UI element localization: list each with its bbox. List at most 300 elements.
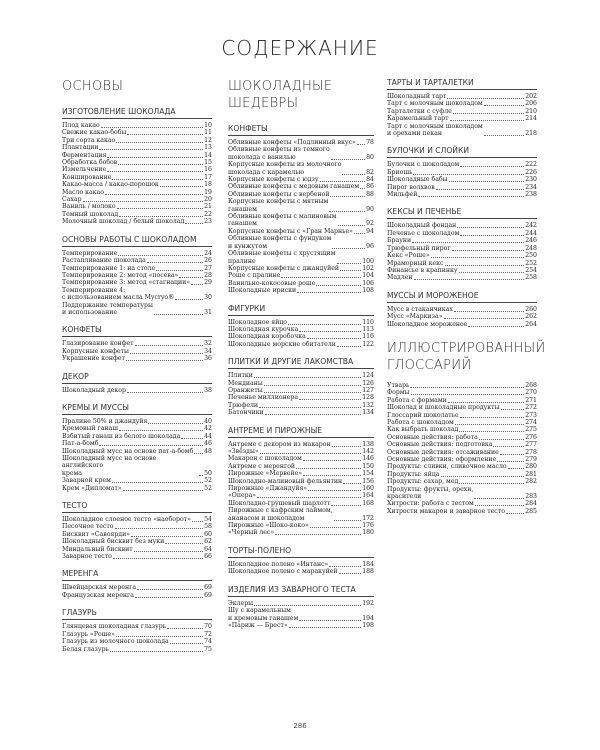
dot-leader [299, 331, 361, 332]
entry-page: 52 [204, 484, 212, 492]
dot-leader [460, 417, 524, 418]
entry-page: 132 [362, 401, 374, 409]
entry-title: Песочное тесто [62, 523, 114, 531]
section-title: ТЕСТО [62, 501, 212, 513]
entry-title: Карамельный тарт [387, 115, 449, 123]
toc-entry [228, 191, 374, 198]
entry-page: 34 [204, 347, 212, 355]
entry-title: Шу с карамельным и кремовым ганашем [228, 607, 299, 622]
toc-entry [228, 265, 374, 272]
entry-page: 16 [204, 166, 212, 174]
entry-title: Пирожные «Мервейе» [228, 470, 303, 478]
entry-page: 194 [362, 614, 374, 622]
toc-entry [387, 237, 537, 244]
dot-leader [134, 551, 203, 552]
entry-title: Мендианы [228, 379, 263, 387]
entry-page: 13 [204, 144, 212, 152]
toc-entry [228, 372, 374, 379]
dot-leader [447, 98, 524, 99]
entry-page: 74 [204, 638, 212, 646]
toc-entry [62, 272, 212, 279]
entry-title: Обливные конфеты с хрустящим пралине [228, 250, 336, 265]
toc-section [228, 426, 374, 537]
entry-title: Кекс «Роше» [387, 252, 430, 260]
entry-page: 275 [525, 426, 537, 434]
entry-title: Хитрости: работа с тестом [387, 500, 474, 508]
toc-entry [62, 189, 212, 196]
toc-entry [62, 538, 212, 545]
toc-entry [62, 340, 212, 347]
entry-page: 277 [525, 441, 537, 449]
dot-leader [179, 277, 203, 278]
dot-leader [127, 392, 203, 393]
entry-title: Брауни [387, 237, 412, 245]
entry-title: Поддержание температуры и использование [62, 301, 153, 316]
toc-entry [62, 137, 212, 144]
toc-section [62, 403, 212, 492]
entry-title: Основные действия: отсаживание [387, 448, 499, 456]
entry-page: 142 [362, 448, 374, 455]
dot-leader [126, 360, 203, 361]
toc-entry [387, 463, 537, 470]
entry-page: 281 [525, 470, 537, 478]
dot-leader [167, 628, 203, 629]
toc-entry [387, 313, 537, 320]
dot-leader [444, 318, 525, 319]
toc-entry [228, 529, 374, 536]
entry-page: 96 [366, 242, 374, 250]
toc-entry [387, 382, 537, 389]
entry-page: 86 [366, 183, 374, 191]
entry-page: 127 [362, 386, 374, 394]
toc-entry [387, 252, 537, 259]
entry-page: 24 [204, 249, 212, 257]
entry-page: 283 [525, 493, 537, 501]
dot-leader [130, 353, 203, 354]
entry-title: Глянцевая шоколадная глазурь [62, 623, 167, 631]
entry-title: Сахар [62, 196, 82, 204]
dot-leader [131, 536, 203, 537]
dot-leader [460, 166, 524, 167]
entry-title: Финансье в крапинку [387, 266, 458, 274]
toc-entry [387, 486, 537, 501]
dot-leader [281, 277, 361, 278]
section-title: ДЕКОР [62, 372, 212, 384]
dot-leader [310, 527, 361, 528]
dot-leader [165, 543, 203, 544]
toc-entry [228, 213, 374, 228]
section-title: ИЗГОТОВЛЕНИЕ ШОКОЛАДА [62, 107, 212, 119]
section-title: ПЛИТКИ И ДРУГИЕ ЛАКОМСТВА [228, 357, 374, 369]
toc-entry [228, 272, 374, 279]
toc-section [62, 501, 212, 560]
toc-entry [62, 631, 212, 638]
entry-title: Хитрости макарон и заварное тесто [387, 507, 505, 515]
toc-column-masterpieces [228, 78, 374, 638]
dot-leader [123, 490, 204, 491]
entry-page: 69 [204, 591, 212, 599]
entry-page: 22 [204, 210, 212, 218]
entry-page: 27 [204, 264, 212, 272]
toc-entry [228, 139, 374, 146]
entry-title: «Черный лес» [228, 529, 275, 537]
entry-page: 113 [362, 325, 374, 333]
entry-title: Шоколадно-малиновый фельянтин [228, 477, 343, 485]
entry-page: 52 [204, 477, 212, 485]
entry-title: Пирожные «Шоко-коко» [228, 522, 309, 530]
entry-page: 180 [362, 529, 374, 537]
entry-title: Корпусные конфеты из молочного шоколада с карамелью [228, 161, 342, 176]
entry-page: 60 [204, 530, 212, 538]
toc-section [62, 325, 212, 362]
toc-entry [228, 250, 374, 265]
dot-leader [185, 223, 203, 224]
entry-title: Белая глазурь [62, 645, 109, 653]
toc-entry [387, 449, 537, 456]
toc-entry [228, 448, 374, 455]
toc-entry [62, 287, 212, 302]
entry-page: 124 [362, 372, 374, 380]
toc-entry [228, 394, 374, 401]
toc-entry [62, 265, 212, 272]
dot-leader [289, 627, 362, 628]
dot-leader [288, 324, 361, 325]
dot-leader [107, 157, 203, 158]
entry-page: 210 [525, 107, 537, 115]
entry-title: Глазирование конфет [62, 340, 134, 348]
entry-title: Молочный шоколад / белый шоколад [62, 218, 185, 226]
entry-title: Бисквит «Савоярди» [62, 530, 131, 538]
entry-title: Обливные конфеты с малиновым ганашем [228, 213, 337, 228]
toc-entry [62, 433, 212, 440]
toc-entry [62, 250, 212, 257]
toc-entry [387, 306, 537, 313]
section-title: КЕКСЫ И ПЕЧЕНЬЕ [387, 207, 537, 219]
toc-entry [228, 600, 374, 607]
dot-leader [296, 468, 361, 469]
entry-page: 14 [204, 151, 212, 159]
entry-page: 206 [525, 100, 537, 108]
entry-page: 260 [525, 305, 537, 313]
entry-title: Корпусные конфеты с мятным ганашем [228, 198, 329, 213]
entry-title: Шоколадная коробочка [228, 333, 306, 341]
section-title: АНТРЕМЕ И ПИРОЖНЫЕ [228, 426, 374, 438]
entry-page: 36 [204, 355, 212, 363]
entry-title: Корпусные конфеты с джандуйей [228, 264, 340, 272]
dot-leader [459, 483, 524, 484]
toc-entry [62, 584, 212, 591]
toc-entry [62, 122, 212, 129]
entry-page: 285 [525, 507, 537, 515]
section-title: МУССЫ И МОРОЖЕНОЕ [387, 291, 537, 303]
glossary-title-line2: ГЛОССАРИЙ [387, 357, 472, 373]
toc-entry [62, 485, 212, 492]
dot-leader [191, 284, 203, 285]
entry-page: 244 [525, 229, 537, 237]
dot-leader [116, 636, 203, 637]
entry-title: Пирожные «Джандуйя» [228, 485, 308, 493]
entry-page: 108 [362, 287, 374, 295]
entry-title: Роше с пралине [228, 272, 281, 280]
entry-page: 238 [525, 191, 537, 199]
entry-page: 146 [362, 455, 374, 463]
entry-page: 19 [204, 188, 212, 196]
dot-leader [275, 534, 361, 535]
entry-page: 202 [525, 93, 537, 100]
entry-page: 250 [525, 252, 537, 260]
dot-leader [418, 196, 524, 197]
entry-title: Основные действия: работа [387, 433, 478, 441]
toc-entry [62, 211, 212, 218]
entry-title: Шоколадная курочка [228, 325, 299, 333]
entry-title: Обливные конфеты из темного шоколада с ванилью [228, 146, 330, 161]
toc-entry [62, 531, 212, 538]
toc-entry [62, 592, 212, 599]
entry-page: 160 [362, 485, 374, 493]
entry-page: 192 [362, 599, 374, 607]
entry-title: Работа с формами [387, 396, 447, 404]
toc-section [228, 546, 374, 576]
entry-title: Мусс в стаканчиках [387, 305, 453, 313]
dot-leader [199, 475, 203, 476]
entry-page: 106 [362, 279, 374, 287]
toc-entry [387, 245, 537, 252]
entry-page: 184 [362, 560, 374, 568]
entry-title: Темный шоколад [62, 210, 119, 218]
dot-leader [299, 620, 361, 621]
entry-title: Батончики [228, 409, 264, 417]
entry-page: 90 [366, 205, 374, 213]
dot-leader [118, 255, 203, 256]
entry-title: Печенье миллионера [228, 394, 299, 402]
entry-title: Масло какао [62, 188, 104, 196]
toc-entry [387, 434, 537, 441]
entry-page: 15 [204, 159, 212, 167]
entry-title: Оранжеты [228, 386, 263, 394]
entry-page: 88 [366, 190, 374, 198]
entry-title: Шоколадный декор [62, 386, 126, 394]
dot-leader [459, 272, 525, 273]
entry-page: 44 [204, 432, 212, 440]
entry-page: 54 [204, 516, 212, 524]
toc-entry [387, 471, 537, 478]
dot-leader [115, 528, 204, 529]
entry-page: 104 [362, 272, 374, 280]
toc-entry [62, 302, 212, 317]
toc-section [387, 146, 537, 198]
dot-leader [112, 482, 203, 483]
toc-entry [387, 404, 537, 411]
toc-entry [228, 470, 374, 477]
entry-title: Плитки [228, 372, 253, 380]
toc-entry [228, 319, 374, 326]
toc-entry [387, 441, 537, 448]
entry-page: 226 [525, 168, 537, 176]
entry-page: 138 [362, 440, 374, 448]
toc-entry [62, 203, 212, 210]
dot-leader [160, 186, 203, 187]
dot-leader [337, 346, 361, 347]
entry-page: 214 [525, 115, 537, 123]
toc-entry [228, 198, 374, 213]
toc-section [228, 357, 374, 416]
toc-entry [228, 387, 374, 394]
dot-leader [360, 188, 365, 189]
glossary-title-line1: ИЛЛЮСТРИРОВАННЫЙ [387, 340, 546, 356]
toc-entry [62, 455, 212, 477]
toc-entry [387, 169, 537, 176]
toc-entry [228, 507, 374, 522]
dot-leader [413, 174, 524, 175]
dot-leader [264, 392, 362, 393]
entry-page: 272 [525, 404, 537, 412]
dot-leader [156, 270, 203, 271]
entry-title: Плод какао [62, 122, 100, 129]
entry-title: Мраморный кекс [387, 259, 444, 267]
entry-page: 279 [525, 456, 537, 463]
toc-entry [62, 546, 212, 553]
toc-entry [62, 425, 212, 432]
dot-leader [448, 402, 524, 403]
toc-entry [387, 115, 537, 122]
toc-entry [62, 257, 212, 264]
entry-page: 32 [204, 340, 212, 348]
glossary [387, 340, 546, 515]
entry-title: Продукты: яйца [387, 470, 440, 478]
entry-title: Корпусные конфеты с «Гран Марнье» [228, 227, 353, 235]
entry-page: 273 [525, 411, 537, 419]
entry-title: Как выбрать шоколад [387, 426, 459, 434]
entry-page: 284 [525, 500, 537, 508]
dot-leader [343, 483, 361, 484]
toc-entry [387, 100, 537, 107]
toc-entry [228, 522, 374, 529]
entry-title: Плантации [62, 144, 99, 152]
toc-entry [62, 440, 212, 447]
dot-leader [101, 127, 203, 128]
chapter-title: ОСНОВЫ [62, 79, 124, 94]
toc-entry [62, 279, 212, 286]
entry-title: Шоколадные морские обитатели [228, 340, 336, 348]
dot-leader [329, 211, 365, 212]
entry-page: 134 [362, 409, 374, 417]
entry-page: 164 [362, 492, 374, 500]
entry-title: Шоколадный фондан [387, 222, 457, 230]
entry-title: Пирожные с кафрским лаймом, ананасом и шоколадом [228, 507, 333, 522]
entry-title: Обливные конфеты «Подлинный вкус» [228, 139, 356, 146]
entry-title: Печенье с шоколадом [387, 229, 460, 237]
entry-title: Мадлен [387, 274, 413, 282]
entry-title: Свежие какао-бобы [62, 129, 127, 137]
entry-page: 46 [204, 440, 212, 448]
entry-page: 62 [204, 538, 212, 546]
entry-page: 234 [525, 183, 537, 191]
toc-entry [387, 478, 537, 485]
entry-title: «Звёзды» [228, 448, 259, 455]
entry-page: 48 [204, 447, 212, 455]
entry-page: 94 [366, 227, 374, 235]
section-title: ТОРТЫ-ПОЛЕНО [228, 546, 374, 558]
toc-entry [62, 129, 212, 136]
entry-title: Шоколадные ириски [228, 287, 297, 295]
entry-title: Основные действия: оформление [387, 456, 497, 463]
toc-section [228, 585, 374, 630]
toc-entry [62, 174, 212, 181]
entry-title: Антреме с меренгой [228, 462, 296, 470]
dot-leader [455, 424, 524, 425]
entry-title: Темперирование 4: с использованием масла Mycryo® [62, 286, 175, 302]
entry-page: 80 [366, 153, 374, 161]
entry-title: Пирог волхвов [387, 183, 435, 191]
entry-page: 38 [204, 386, 212, 394]
toc-entry [387, 274, 537, 281]
toc-entry [62, 387, 212, 394]
entry-title: Работа с шоколадом [387, 418, 454, 426]
entry-page: 21 [204, 203, 212, 211]
dot-leader [450, 120, 525, 121]
entry-title: Утварь [387, 381, 410, 389]
dot-leader [254, 377, 361, 378]
toc-entry [62, 516, 212, 523]
glossary-entries [387, 382, 537, 515]
entry-page: 264 [525, 320, 537, 328]
dot-leader [508, 468, 525, 469]
section-title: БУЛОЧКИ И СЛОЙКИ [387, 146, 537, 158]
entry-page: 262 [525, 313, 537, 321]
dot-leader [354, 233, 365, 234]
toc-entry [62, 553, 212, 560]
toc-entry [387, 267, 537, 274]
entry-title: Ваниль / молоко [62, 203, 116, 211]
entry-title: Крем «Дипломат» [62, 484, 122, 492]
toc-entry [228, 492, 374, 499]
entry-title: Мусс «Маркиза» [387, 313, 443, 321]
toc-entry [387, 230, 537, 237]
dot-leader [331, 159, 365, 160]
dot-leader [297, 292, 361, 293]
dot-leader [460, 235, 524, 236]
dot-leader [449, 181, 525, 182]
dot-leader [264, 385, 361, 386]
entry-title: Основные действия: подготовка [387, 441, 493, 449]
dot-leader [339, 573, 362, 574]
dot-leader [127, 134, 203, 135]
entry-title: Шоколадный тарт [387, 93, 447, 100]
toc-entry [228, 280, 374, 287]
entry-page: 242 [525, 222, 537, 230]
entry-page: 12 [204, 136, 212, 144]
dot-leader [107, 171, 203, 172]
dot-leader [147, 262, 203, 263]
entry-page: 28 [204, 271, 212, 279]
entry-title: Обливные конфеты с вербеной [228, 190, 330, 198]
entry-page: 156 [362, 477, 374, 485]
toc-entry [228, 146, 374, 161]
toc-entry [228, 235, 374, 250]
entry-page: 126 [362, 379, 374, 387]
entry-title: Продукты: сливки, сливочное масло [387, 463, 507, 471]
section-title: ОСНОВЫ РАБОТЫ С ШОКОЛАДОМ [62, 235, 212, 247]
dot-leader [307, 338, 361, 339]
entry-title: Шоколадно-грушевый шарлотт [228, 499, 331, 507]
dot-leader [110, 651, 203, 652]
toc-entry [387, 93, 537, 100]
toc-entry [228, 341, 374, 348]
entry-title: Тарт с молочным шоколадом и орехами пекан [387, 122, 483, 138]
dot-leader [254, 605, 361, 606]
toc-entry [387, 260, 537, 267]
entry-title: Шоколадный мусс на основе английского крема [62, 455, 157, 477]
